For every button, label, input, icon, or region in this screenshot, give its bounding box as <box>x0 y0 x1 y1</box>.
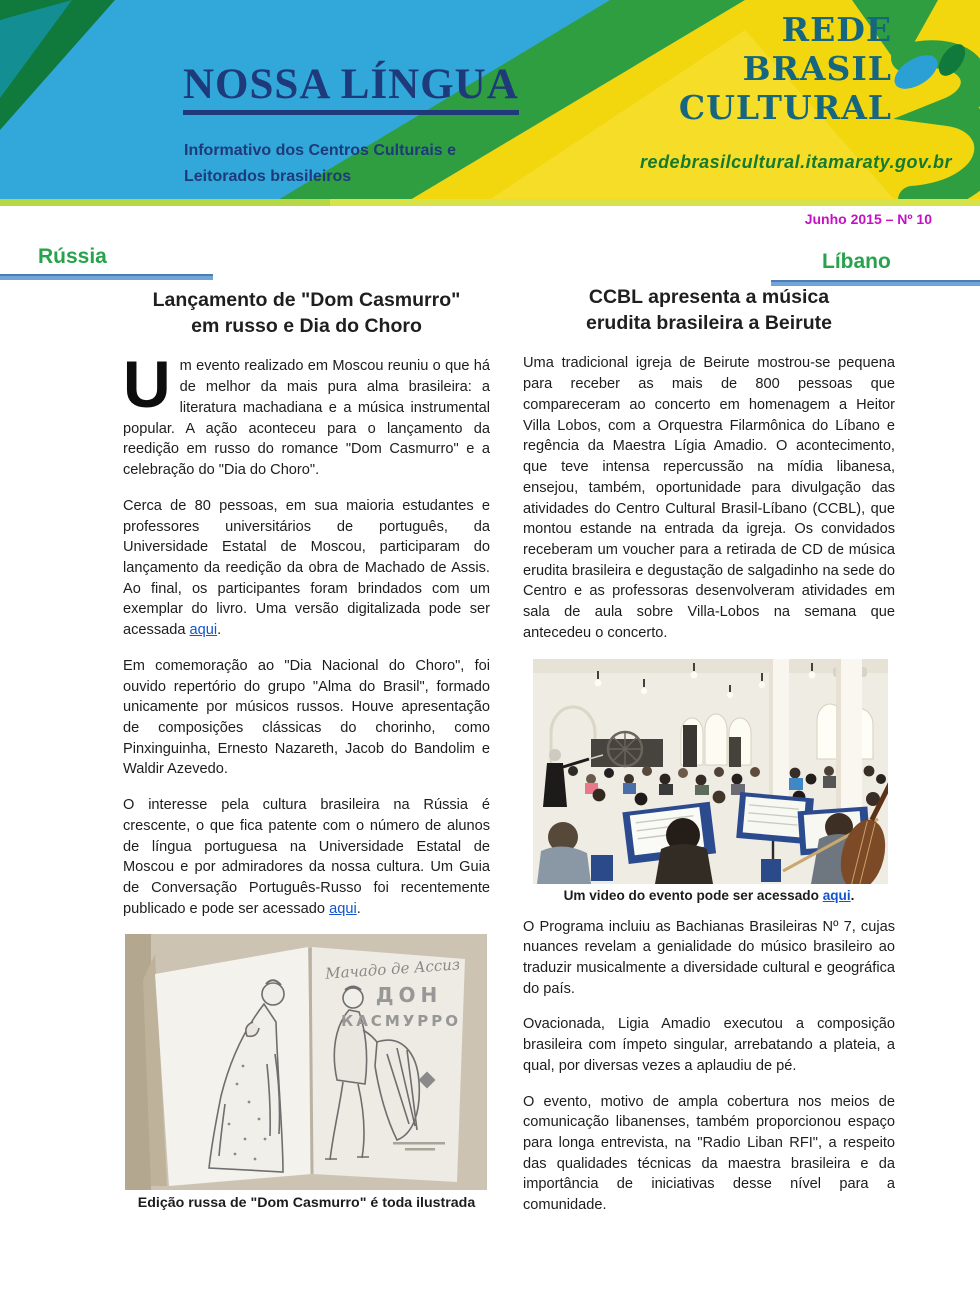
paragraph <box>123 496 490 641</box>
issue-date-number: Junho 2015 – Nº 10 <box>804 211 932 227</box>
subtitle-line-1: Informativo dos Centros Culturais e <box>184 142 457 159</box>
divider-rule-left <box>0 274 213 280</box>
logo-line-3: CULTURAL <box>678 88 892 127</box>
book-title-line1: ДОН <box>375 983 443 1008</box>
paragraph <box>123 347 490 480</box>
stage-equipment <box>591 739 663 767</box>
paragraph <box>123 795 490 919</box>
logo-line-1: REDE <box>781 10 892 49</box>
newsletter-subtitle <box>184 138 456 190</box>
book-title-line2: КАСМУРРО <box>340 1012 462 1031</box>
book-photo <box>125 934 487 1190</box>
title-line-2: erudita brasileira a Beirute <box>585 311 833 334</box>
link-aqui-conversation-guide[interactable]: aqui <box>329 900 357 917</box>
paragraph: Uma tradicional igreja de Beirute mostrou-se pequena para receber as mais de 800 pessoas que compareceram ao concerto em homenagem a Heitor Villa Lobos, com a Orquestra Filarmônica do Líbano e regência da Maestra Lígia Amadio. O acontecimento, que teve intensa repercussão na mídia libanesa, ensejou, também, oportunidade para divulgação das atividades do Centro Cultural Brasil-Líbano (CCBL), que montou estande na entrada da igreja. Os convidados receberam um voucher para a retirada de CD de música erudita brasileira e degustação de salgadinho na sede do Centro e as professoras desenvolveram atividades em sala de aula sobre Villa-Lobos na semana que antecedeu o concerto. <box>523 355 895 641</box>
link-aqui-event-video[interactable]: aqui <box>822 887 851 903</box>
section-header-libano: Líbano <box>822 250 891 273</box>
paragraph: Em comemoração ao "Dia Nacional do Choro", foi ouvido repertório do grupo "Alma do Brasil", formado unicamente por músicos russos. Houve apresentação de composições clássicas do chorinho, como Pinxinguinha, Ernesto Nazareth, Jacob do Bandolim e Waldir Azevedo. <box>123 657 490 778</box>
paragraph-text: O interesse pela cultura brasileira na Rússia é crescente, o que fica patente com o número de alunos de língua portuguesa na Universidade Estatal de Moscou e por admiradores da nossa cultura. Um Guia de Conversação Português-Russo foi recentemente publicado e pode ser acessado <box>123 797 490 917</box>
newsletter-banner <box>0 0 980 206</box>
paragraph-text: Cerca de 80 pessoas, em sua maioria estudantes e professores universitários de português, da Universidade Estatal de Moscou, participaram do lançamento da reedição da obra de Machado de Assis. Ao final, os participantes foram brindados com um exemplar do livro. Uma versão digitalizada pode ser acessada <box>123 497 490 639</box>
title-line-1: Lançamento de "Dom Casmurro" <box>152 289 461 311</box>
paragraph-text: m evento realizado em Moscou reuniu o que há de melhor da mais pura alma brasileira: a literatura machadiana e a música instrumental popular. A ação aconteceu para o lançamento da reedição em russo do romance "Dom Casmurro" e a celebração do "Dia do Choro". <box>123 358 490 479</box>
paragraph: O Programa incluiu as Bachianas Brasileiras Nº 7, cujas nuances revelam a genialidade do músico brasileiro ao traduzir musicalmente a diversidade cultural e geográfica do país. <box>523 918 895 997</box>
book-photo-caption: Edição russa de "Dom Casmurro" é toda ilustrada <box>137 1195 476 1212</box>
section-header-russia: Rússia <box>38 245 107 268</box>
link-aqui-digitized-version[interactable]: aqui <box>189 622 218 639</box>
logo-line-2: BRASIL <box>742 49 892 88</box>
caption-text: Um video do evento pode ser acessado <box>563 887 823 903</box>
article-title-russia <box>123 288 490 339</box>
caption-text: . <box>850 887 855 903</box>
orchestra-photo <box>533 659 888 884</box>
newsletter-title: NOSSA LÍNGUA <box>183 62 519 115</box>
rede-brasil-cultural-logo <box>679 10 892 127</box>
dropcap-letter: U <box>123 347 171 422</box>
column-libano <box>523 285 895 1231</box>
paragraph-text: . <box>217 622 222 639</box>
orchestra-photo-caption <box>523 888 895 903</box>
article-title-libano <box>523 285 895 336</box>
subtitle-line-2: Leitorados brasileiros <box>184 168 352 185</box>
book-author-script: Мачадо де Ассиз <box>324 955 461 984</box>
paragraph: O evento, motivo de ampla cobertura nos meios de comunicação libanenses, também proporcionou espaço para longa entrevista, na "Radio Liban RFI", a respeito das qualidades técnicas da maestra brasileira e da importância de iniciativas desse nível para a comunidade. <box>523 1093 895 1214</box>
paragraph: Ovacionada, Ligia Amadio executou a composição brasileira com ímpeto singular, arrebatando a plateia, a qual, por diversas vezes a aplaudiu de pé. <box>523 1016 895 1074</box>
chair <box>591 855 613 881</box>
logo-website-url: redebrasilcultural.itamaraty.gov.br <box>640 152 952 172</box>
title-line-2: em russo e Dia do Choro <box>191 314 422 337</box>
column-russia <box>123 288 490 1225</box>
title-line-1: CCBL apresenta a música <box>588 286 830 308</box>
paragraph-text: . <box>356 900 361 917</box>
chair <box>761 859 781 882</box>
